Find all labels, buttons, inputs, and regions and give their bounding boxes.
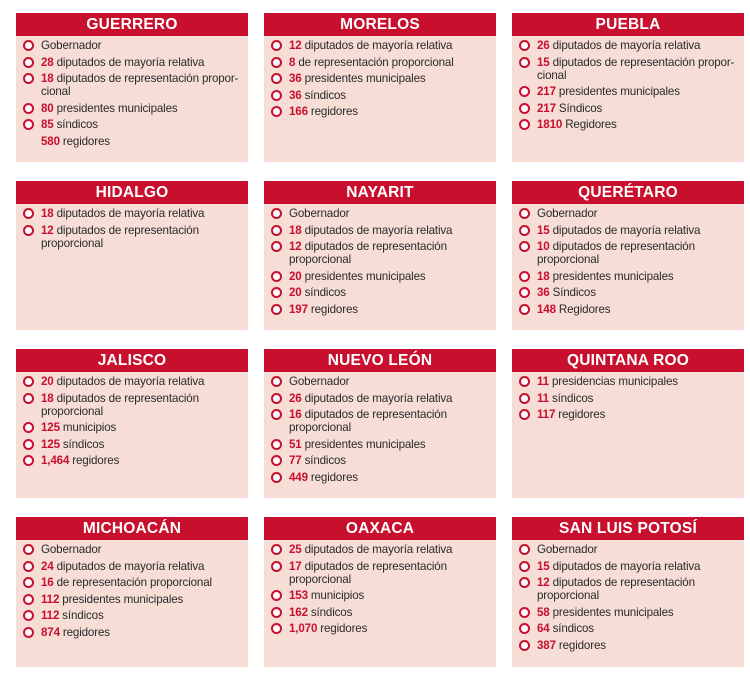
item-label: diputados de mayoría relativa	[56, 55, 205, 69]
ring-bullet-icon	[23, 119, 34, 130]
item-label: regidores	[72, 454, 120, 467]
item-count: 580	[41, 134, 60, 148]
ring-bullet-icon	[519, 225, 530, 236]
item-label: presidencias municipales	[551, 375, 678, 388]
list-item	[518, 543, 738, 556]
item-count: 77	[289, 454, 302, 467]
ring-bullet-icon	[271, 40, 282, 51]
ring-bullet-icon	[23, 627, 34, 638]
item-count: 85	[41, 118, 54, 131]
state-card	[16, 349, 248, 498]
list-item	[22, 72, 242, 98]
list-item	[518, 39, 738, 52]
item-count: 217	[537, 85, 556, 98]
item-label: síndicos	[62, 437, 105, 451]
item-label: regidores	[310, 105, 358, 118]
item-count: 36	[289, 88, 302, 102]
list-item	[22, 454, 242, 467]
positions-list	[264, 204, 496, 316]
item-count: 197	[289, 302, 308, 316]
list-item	[270, 606, 490, 619]
ring-bullet-icon	[271, 393, 282, 404]
state-name-header: QUERÉTARO	[512, 181, 744, 204]
list-item	[22, 39, 242, 52]
list-item	[22, 543, 242, 556]
ring-bullet-icon	[519, 640, 530, 651]
item-count: 112	[41, 609, 60, 622]
list-item	[270, 303, 490, 316]
item-count: 112	[41, 592, 60, 606]
item-count: 217	[537, 101, 556, 115]
state-name-header: NUEVO LEÓN	[264, 349, 496, 372]
item-count: 12	[289, 240, 302, 253]
item-count: 125	[41, 437, 60, 451]
item-label: regidores	[310, 302, 358, 316]
list-item	[518, 622, 738, 635]
ring-bullet-icon	[271, 439, 282, 450]
ring-bullet-icon	[23, 594, 34, 605]
ring-bullet-icon	[23, 57, 34, 68]
item-label: presidentes municipales	[552, 269, 674, 283]
item-label: regidores	[62, 625, 110, 639]
ring-bullet-icon	[23, 40, 34, 51]
item-label: presidentes municipales	[304, 269, 426, 283]
ring-bullet-icon	[23, 422, 34, 433]
list-item	[22, 207, 242, 220]
ring-bullet-icon	[23, 455, 34, 466]
list-item	[270, 589, 490, 602]
list-item	[518, 56, 738, 82]
item-count: 36	[537, 286, 550, 299]
item-label: Gobernador	[41, 543, 102, 556]
ring-bullet-icon	[519, 241, 530, 252]
list-item	[22, 392, 242, 418]
item-label: síndicos	[551, 391, 594, 405]
item-count: 25	[289, 543, 302, 556]
positions-list	[512, 372, 744, 421]
item-label: municipios	[310, 589, 365, 602]
item-label: diputados de mayoría relativa	[56, 375, 205, 388]
ring-bullet-icon	[519, 103, 530, 114]
item-count: 18	[41, 391, 54, 405]
item-count: 874	[41, 625, 60, 639]
state-card	[512, 13, 744, 162]
ring-bullet-icon	[271, 623, 282, 634]
item-count: 18	[289, 223, 302, 237]
ring-bullet-icon	[271, 544, 282, 555]
ring-bullet-icon	[271, 590, 282, 601]
item-label: Síndicos	[552, 286, 596, 299]
list-item	[270, 105, 490, 118]
list-item	[22, 102, 242, 115]
item-count: 18	[41, 72, 54, 85]
state-card	[16, 181, 248, 330]
list-item	[518, 392, 738, 405]
state-card	[264, 349, 496, 498]
ring-bullet-icon	[23, 376, 34, 387]
item-label: diputados de representación proporcional	[289, 559, 447, 586]
state-card	[512, 349, 744, 498]
list-item	[270, 72, 490, 85]
positions-list	[264, 540, 496, 635]
list-item	[270, 39, 490, 52]
list-item	[518, 270, 738, 283]
list-item	[270, 270, 490, 283]
ring-bullet-icon	[271, 90, 282, 101]
item-count: 36	[289, 72, 302, 85]
item-label: síndicos	[304, 88, 346, 102]
item-count: 80	[41, 101, 54, 115]
list-item	[22, 118, 242, 131]
ring-bullet-icon	[519, 287, 530, 298]
item-label: regidores	[558, 408, 606, 421]
item-label: diputados de representación proporcional	[537, 240, 695, 266]
state-card	[264, 517, 496, 667]
state-card	[264, 13, 496, 162]
item-label: diputados de representación proporcional	[41, 391, 199, 418]
item-label: diputados de mayoría relativa	[552, 39, 701, 52]
list-item	[270, 543, 490, 556]
list-item	[270, 240, 490, 266]
state-name-header: HIDALGO	[16, 181, 248, 204]
item-label: diputados de representación proporcional	[289, 408, 447, 434]
state-name-header: QUINTANA ROO	[512, 349, 744, 372]
ring-bullet-icon	[271, 287, 282, 298]
list-item	[270, 454, 490, 467]
state-card	[512, 181, 744, 330]
item-label: síndicos	[304, 286, 346, 299]
item-label: diputados de mayoría relativa	[56, 207, 205, 220]
item-label: presidentes municipales	[558, 85, 680, 98]
list-item	[22, 593, 242, 606]
positions-list	[512, 204, 744, 316]
ring-bullet-icon	[271, 106, 282, 117]
item-label: síndicos	[304, 454, 346, 467]
list-item	[270, 286, 490, 299]
list-item	[22, 609, 242, 622]
item-label: diputados de mayoría relativa	[304, 39, 453, 52]
ring-bullet-icon	[519, 393, 530, 404]
item-label: diputados de representación proporcional	[289, 240, 447, 266]
item-count: 166	[289, 105, 308, 118]
list-item	[270, 471, 490, 484]
item-count: 117	[537, 408, 556, 421]
item-label: regidores	[320, 622, 368, 635]
list-item	[518, 286, 738, 299]
ring-bullet-icon	[271, 73, 282, 84]
list-item	[518, 85, 738, 98]
ring-bullet-icon	[271, 561, 282, 572]
ring-bullet-icon	[519, 119, 530, 130]
item-label: Gobernador	[537, 207, 598, 220]
positions-list	[512, 540, 744, 652]
item-count: 18	[41, 207, 54, 220]
item-label: Regidores	[558, 302, 611, 316]
item-count: 28	[41, 55, 54, 69]
list-item	[518, 118, 738, 131]
list-item	[270, 89, 490, 102]
item-count: 18	[537, 269, 550, 283]
state-name-header: NAYARIT	[264, 181, 496, 204]
ring-bullet-icon	[23, 561, 34, 572]
ring-bullet-icon	[271, 409, 282, 420]
ring-bullet-icon	[519, 271, 530, 282]
item-label: diputados de representación propor-cional	[537, 55, 735, 82]
list-item	[270, 392, 490, 405]
list-item	[518, 606, 738, 619]
item-count: 15	[537, 223, 550, 237]
item-count: 1,464	[41, 454, 70, 467]
ring-bullet-icon	[271, 271, 282, 282]
item-label: presidentes municipales	[56, 101, 178, 115]
item-label: presidentes municipales	[62, 592, 184, 606]
ring-bullet-icon	[519, 304, 530, 315]
list-item	[518, 639, 738, 652]
item-count: 1,070	[289, 622, 318, 635]
list-item	[22, 438, 242, 451]
ring-bullet-icon	[23, 103, 34, 114]
ring-bullet-icon	[271, 57, 282, 68]
ring-bullet-icon	[271, 376, 282, 387]
item-label: diputados de representación proporcional	[537, 576, 695, 602]
item-label: diputados de representación propor-cional	[41, 72, 239, 98]
list-item	[270, 622, 490, 635]
item-label: presidentes municipales	[552, 605, 674, 619]
ring-bullet-icon	[23, 393, 34, 404]
ring-bullet-icon	[271, 607, 282, 618]
item-label: diputados de mayoría relativa	[552, 559, 701, 573]
item-label: diputados de representación proporcional	[41, 223, 199, 250]
ring-bullet-icon	[271, 225, 282, 236]
list-item	[518, 102, 738, 115]
state-name-header: OAXACA	[264, 517, 496, 540]
item-label: Síndicos	[558, 101, 603, 115]
list-item	[270, 375, 490, 388]
ring-bullet-icon	[519, 376, 530, 387]
state-name-header: PUEBLA	[512, 13, 744, 36]
ring-bullet-icon	[519, 208, 530, 219]
item-count: 387	[537, 638, 556, 652]
item-label: diputados de mayoría relativa	[552, 223, 701, 237]
item-label: regidores	[62, 134, 110, 148]
ring-bullet-icon	[519, 577, 530, 588]
list-item	[22, 375, 242, 388]
list-item	[518, 303, 738, 316]
ring-bullet-icon	[519, 561, 530, 572]
item-count: 20	[289, 269, 302, 283]
item-count: 15	[537, 55, 550, 69]
ring-bullet-icon	[519, 409, 530, 420]
item-count: 17	[289, 559, 302, 573]
state-name-header: SAN LUIS POTOSÍ	[512, 517, 744, 540]
item-count: 26	[537, 39, 550, 52]
list-item	[22, 224, 242, 250]
list-item	[22, 626, 242, 639]
item-label: diputados de mayoría relativa	[304, 223, 453, 237]
list-item	[270, 560, 490, 586]
item-count: 162	[289, 605, 308, 619]
item-label: síndicos	[56, 118, 98, 131]
item-count: 11	[537, 391, 549, 405]
ring-bullet-icon	[519, 623, 530, 634]
positions-list	[16, 372, 248, 467]
item-count: 10	[537, 240, 550, 253]
state-card	[512, 517, 744, 667]
item-count: 125	[41, 421, 60, 434]
ring-bullet-icon	[23, 73, 34, 84]
list-item	[518, 408, 738, 421]
ring-bullet-icon	[519, 607, 530, 618]
item-label: diputados de mayoría relativa	[304, 543, 453, 556]
item-label: Gobernador	[289, 375, 350, 388]
item-count: 449	[289, 470, 308, 484]
item-label: presidentes municipales	[304, 72, 426, 85]
ring-bullet-icon	[271, 472, 282, 483]
ring-bullet-icon	[271, 208, 282, 219]
ring-bullet-icon	[23, 610, 34, 621]
item-label: síndicos	[62, 609, 104, 622]
item-count: 12	[289, 39, 302, 52]
item-count: 153	[289, 589, 308, 602]
item-count: 148	[537, 302, 556, 316]
item-count: 51	[289, 437, 302, 451]
item-count: 16	[41, 576, 54, 589]
item-count: 26	[289, 391, 302, 405]
item-label: regidores	[310, 470, 358, 484]
item-count: 24	[41, 559, 54, 573]
ring-bullet-icon	[23, 208, 34, 219]
list-item	[518, 560, 738, 573]
ring-bullet-icon	[23, 544, 34, 555]
list-item	[518, 576, 738, 602]
item-label: de representación proporcional	[56, 576, 212, 589]
ring-bullet-icon	[23, 439, 34, 450]
list-item	[22, 421, 242, 434]
item-label: regidores	[558, 638, 606, 652]
item-count: 20	[289, 286, 302, 299]
ring-bullet-icon	[271, 455, 282, 466]
item-label: municipios	[62, 421, 117, 434]
item-label: Gobernador	[537, 543, 598, 556]
item-count: 20	[41, 375, 54, 388]
item-label: presidentes municipales	[304, 437, 426, 451]
ring-bullet-icon	[271, 304, 282, 315]
item-count: 12	[41, 223, 54, 237]
list-item	[22, 135, 242, 148]
item-count: 11	[537, 375, 549, 388]
positions-list	[16, 540, 248, 639]
list-item	[518, 240, 738, 266]
ring-bullet-icon	[519, 40, 530, 51]
item-label: síndicos	[310, 605, 353, 619]
list-item	[270, 438, 490, 451]
item-count: 1810	[537, 118, 563, 131]
positions-list	[16, 36, 248, 148]
positions-list	[512, 36, 744, 131]
ring-bullet-icon	[23, 577, 34, 588]
item-count: 12	[537, 576, 550, 589]
positions-list	[16, 204, 248, 250]
list-item	[270, 408, 490, 434]
list-item	[270, 224, 490, 237]
list-item	[22, 560, 242, 573]
state-card	[16, 13, 248, 162]
ring-bullet-icon	[519, 86, 530, 97]
item-count: 64	[537, 622, 550, 635]
list-item	[22, 576, 242, 589]
state-name-header: GUERRERO	[16, 13, 248, 36]
item-label: Regidores	[565, 118, 617, 131]
item-label: Gobernador	[289, 207, 350, 220]
state-card	[16, 517, 248, 667]
state-card	[264, 181, 496, 330]
list-item	[518, 207, 738, 220]
state-name-header: MICHOACÁN	[16, 517, 248, 540]
list-item	[518, 224, 738, 237]
ring-bullet-icon	[23, 225, 34, 236]
item-label: de representación proporcional	[298, 55, 454, 69]
list-item	[518, 375, 738, 388]
item-count: 16	[289, 408, 302, 421]
item-label: diputados de mayoría relativa	[56, 559, 205, 573]
list-item	[270, 207, 490, 220]
item-count: 8	[289, 55, 296, 69]
state-name-header: MORELOS	[264, 13, 496, 36]
list-item	[22, 56, 242, 69]
item-count: 58	[537, 605, 550, 619]
list-item	[270, 56, 490, 69]
item-label: Gobernador	[41, 39, 102, 52]
positions-list	[264, 372, 496, 484]
ring-bullet-icon	[271, 241, 282, 252]
ring-bullet-icon	[519, 57, 530, 68]
item-label: síndicos	[552, 622, 594, 635]
ring-bullet-icon	[519, 544, 530, 555]
positions-list	[264, 36, 496, 118]
item-count: 15	[537, 559, 550, 573]
state-name-header: JALISCO	[16, 349, 248, 372]
item-label: diputados de mayoría relativa	[304, 391, 453, 405]
